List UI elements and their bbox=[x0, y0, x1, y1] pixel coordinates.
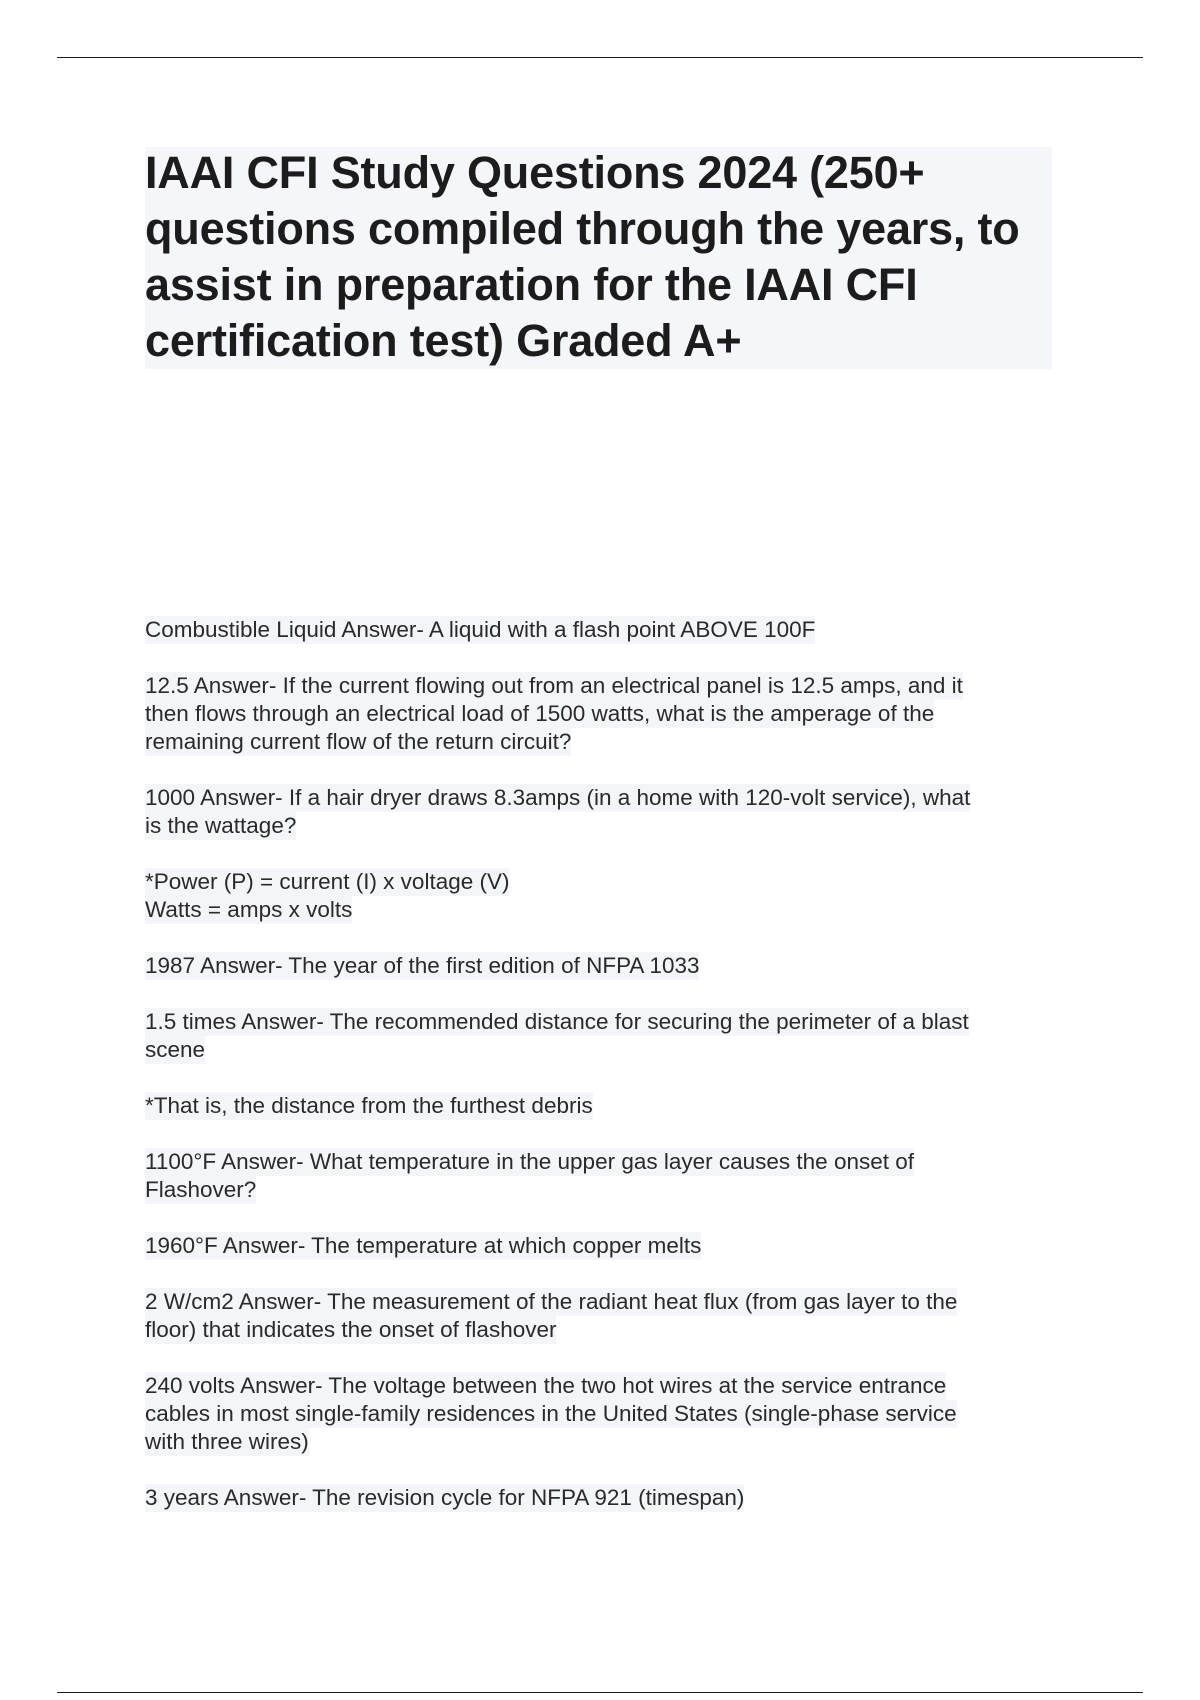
qa-entry bbox=[145, 784, 1050, 840]
text-line: Combustible Liquid Answer- A liquid with a flash point ABOVE 100F bbox=[145, 617, 816, 642]
text-line: is the wattage? bbox=[145, 813, 297, 838]
text-line: 3 years Answer- The revision cycle for NFPA 921 (timespan) bbox=[145, 1485, 745, 1510]
text-line: Watts = amps x volts bbox=[145, 897, 353, 922]
text-line: scene bbox=[145, 1037, 206, 1062]
text-line: 12.5 Answer- If the current flowing out from an electrical panel is 12.5 amps, and it bbox=[145, 673, 963, 698]
text-line: cables in most single-family residences in the United States (single-phase service bbox=[145, 1401, 957, 1426]
text-line: then flows through an electrical load of 1500 watts, what is the amperage of the bbox=[145, 701, 935, 726]
text-line: floor) that indicates the onset of flashover bbox=[145, 1317, 557, 1342]
qa-entry bbox=[145, 1148, 1050, 1204]
text-line: remaining current flow of the return circuit? bbox=[145, 729, 572, 754]
text-line: 1987 Answer- The year of the first edition of NFPA 1033 bbox=[145, 953, 700, 978]
text-line: *Power (P) = current (I) x voltage (V) bbox=[145, 869, 510, 894]
clarification-note bbox=[145, 1092, 1050, 1120]
text-line: 1000 Answer- If a hair dryer draws 8.3amps (in a home with 120-volt service), what bbox=[145, 785, 971, 810]
text-line: Flashover? bbox=[145, 1177, 257, 1202]
text-line: 1.5 times Answer- The recommended distance for securing the perimeter of a blast bbox=[145, 1009, 969, 1034]
document-title: IAAI CFI Study Questions 2024 (250+ questions compiled through the years, to assist in preparation for the IAAI CFI certification test) Graded A+ bbox=[145, 147, 1020, 366]
qa-entry bbox=[145, 1232, 1050, 1260]
text-line: with three wires) bbox=[145, 1429, 309, 1454]
qa-entry bbox=[145, 1484, 1050, 1512]
qa-entry bbox=[145, 616, 1050, 644]
text-line: 1100°F Answer- What temperature in the upper gas layer causes the onset of bbox=[145, 1149, 914, 1174]
text-line: 1960°F Answer- The temperature at which copper melts bbox=[145, 1233, 702, 1258]
bottom-rule bbox=[57, 1692, 1143, 1693]
text-line: *That is, the distance from the furthest debris bbox=[145, 1093, 593, 1118]
qa-entry bbox=[145, 1008, 1050, 1064]
formula-note bbox=[145, 868, 1050, 924]
qa-entry bbox=[145, 952, 1050, 980]
qa-entry bbox=[145, 1288, 1050, 1344]
qa-entry bbox=[145, 1372, 1050, 1456]
text-line: 240 volts Answer- The voltage between the two hot wires at the service entrance bbox=[145, 1373, 947, 1398]
qa-entry bbox=[145, 672, 1050, 756]
text-line: 2 W/cm2 Answer- The measurement of the radiant heat flux (from gas layer to the bbox=[145, 1289, 958, 1314]
qa-list bbox=[145, 616, 1050, 1540]
top-rule bbox=[57, 57, 1143, 58]
